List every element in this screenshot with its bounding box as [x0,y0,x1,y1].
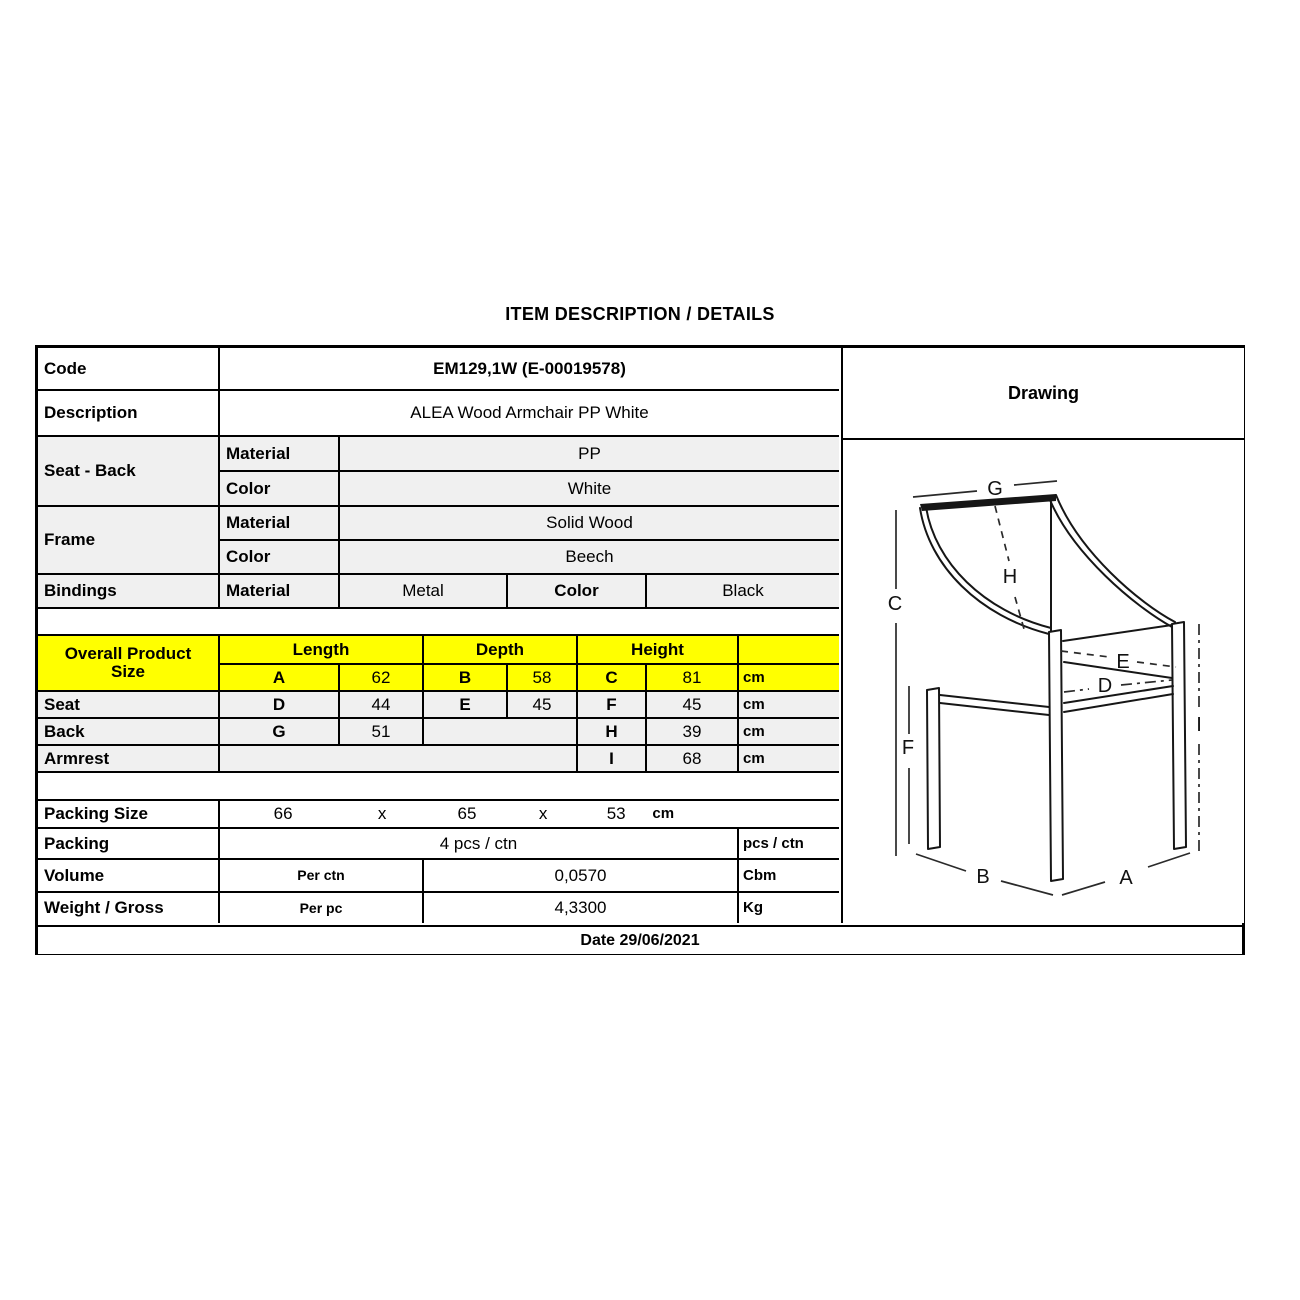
back-depth-blank [424,719,576,744]
overall-product-size-label [38,636,218,690]
packing-size-sep2: x [538,804,548,824]
back-length-value: 51 [340,719,422,744]
back-unit: cm [739,719,839,744]
back-height-value: 39 [647,719,737,744]
date-row [38,925,1242,954]
frame-color-value: Beech [340,541,839,573]
drawing-panel [841,348,1244,923]
dim-label-c: C [887,593,903,615]
overall-unit: cm [739,665,839,690]
back-height-key: H [578,719,645,744]
dim-label-b: B [976,866,990,888]
frame-material-label: Material [220,507,338,539]
description-label: Description [38,391,218,435]
volume-value: 0,0570 [424,860,737,891]
packing-value: 4 pcs / ctn [220,829,737,858]
packing-size-sep1: x [377,804,387,824]
page-title: ITEM DESCRIPTION / DETAILS [505,304,775,324]
dim-line-g [913,481,1057,497]
packing-unit: pcs / ctn [739,829,839,858]
seat-height-key: F [578,692,645,717]
bindings-material-value: Metal [340,575,506,607]
spacer-row [38,609,839,634]
chair-back-right-outer [1056,495,1175,622]
frame-color-label: Color [220,541,338,573]
overall-height-value: 81 [647,665,737,690]
chair-left-apron [940,695,1049,715]
dim-label-f: F [901,737,915,759]
armchair-technical-drawing [843,440,1244,923]
packing-size-label: Packing Size [38,801,218,827]
armrest-row-label: Armrest [38,746,218,771]
overall-length-value: 62 [340,665,422,690]
armrest-unit: cm [739,746,839,771]
packing-size-v2: 65 [457,804,477,824]
overall-product-line2: Size [110,662,146,681]
bindings-label: Bindings [38,575,218,607]
chair-front-left-leg [1049,630,1063,881]
chair-seat-back-edge [1063,625,1172,641]
weight-value: 4,3300 [424,893,737,923]
seat-height-value: 45 [647,692,737,717]
description-value: ALEA Wood Armchair PP White [220,391,839,435]
overall-depth-key: B [424,665,506,690]
code-value: EM129,1W (E-00019578) [220,348,839,389]
chair-back-left-outer [920,508,1049,634]
chair-front-apron [1064,694,1173,712]
seat-back-color-value: White [340,472,839,505]
bindings-material-label: Material [220,575,338,607]
seat-row-label: Seat [38,692,218,717]
bindings-color-label: Color [508,575,645,607]
frame-material-value: Solid Wood [340,507,839,539]
volume-unit: Cbm [739,860,839,891]
date-value: Date 29/06/2021 [580,931,700,949]
seat-back-label: Seat - Back [38,437,218,505]
volume-label: Volume [38,860,218,891]
volume-basis: Per ctn [220,860,422,891]
packing-label: Packing [38,829,218,858]
seat-back-material-value: PP [340,437,839,470]
depth-header: Depth [424,636,576,663]
back-length-key: G [220,719,338,744]
overall-length-key: A [220,665,338,690]
seat-unit: cm [739,692,839,717]
seat-length-value: 44 [340,692,422,717]
code-label: Code [38,348,218,389]
packing-size-v3: 53 [606,804,626,824]
dim-line-d [1064,680,1172,692]
seat-back-color-label: Color [220,472,338,505]
details-table [38,348,839,923]
seat-depth-value: 45 [508,692,576,717]
length-header: Length [220,636,422,663]
armrest-blank [220,746,576,771]
seat-back-material-label: Material [220,437,338,470]
armrest-height-value: 68 [647,746,737,771]
dim-label-g: G [987,478,1003,500]
dim-label-a: A [1119,867,1133,889]
weight-label: Weight / Gross [38,893,218,923]
dim-label-d: D [1097,675,1113,697]
packing-size-v1: 66 [273,804,293,824]
weight-basis: Per pc [220,893,422,923]
dim-label-e: E [1116,651,1130,673]
weight-unit: Kg [739,893,839,923]
bindings-color-value: Black [647,575,839,607]
spec-sheet-table [35,345,1245,955]
armrest-height-key: I [578,746,645,771]
seat-depth-key: E [424,692,506,717]
dim-label-h: H [1002,566,1018,588]
frame-label: Frame [38,507,218,573]
chair-back-left-leg [927,688,940,849]
spacer-row [38,773,839,799]
seat-length-key: D [220,692,338,717]
drawing-header: Drawing [843,348,1244,440]
overall-depth-value: 58 [508,665,576,690]
back-row-label: Back [38,719,218,744]
packing-size-unit: cm [652,805,675,823]
overall-product-line1: Overall Product [64,644,192,664]
header-blank-cell [739,636,839,663]
packing-size-values [220,801,839,827]
dim-label-i: I [1196,714,1202,736]
overall-height-key: C [578,665,645,690]
chair-front-right-leg [1172,622,1186,849]
height-header: Height [578,636,737,663]
chair-seat-bottom-edge [1064,686,1173,703]
